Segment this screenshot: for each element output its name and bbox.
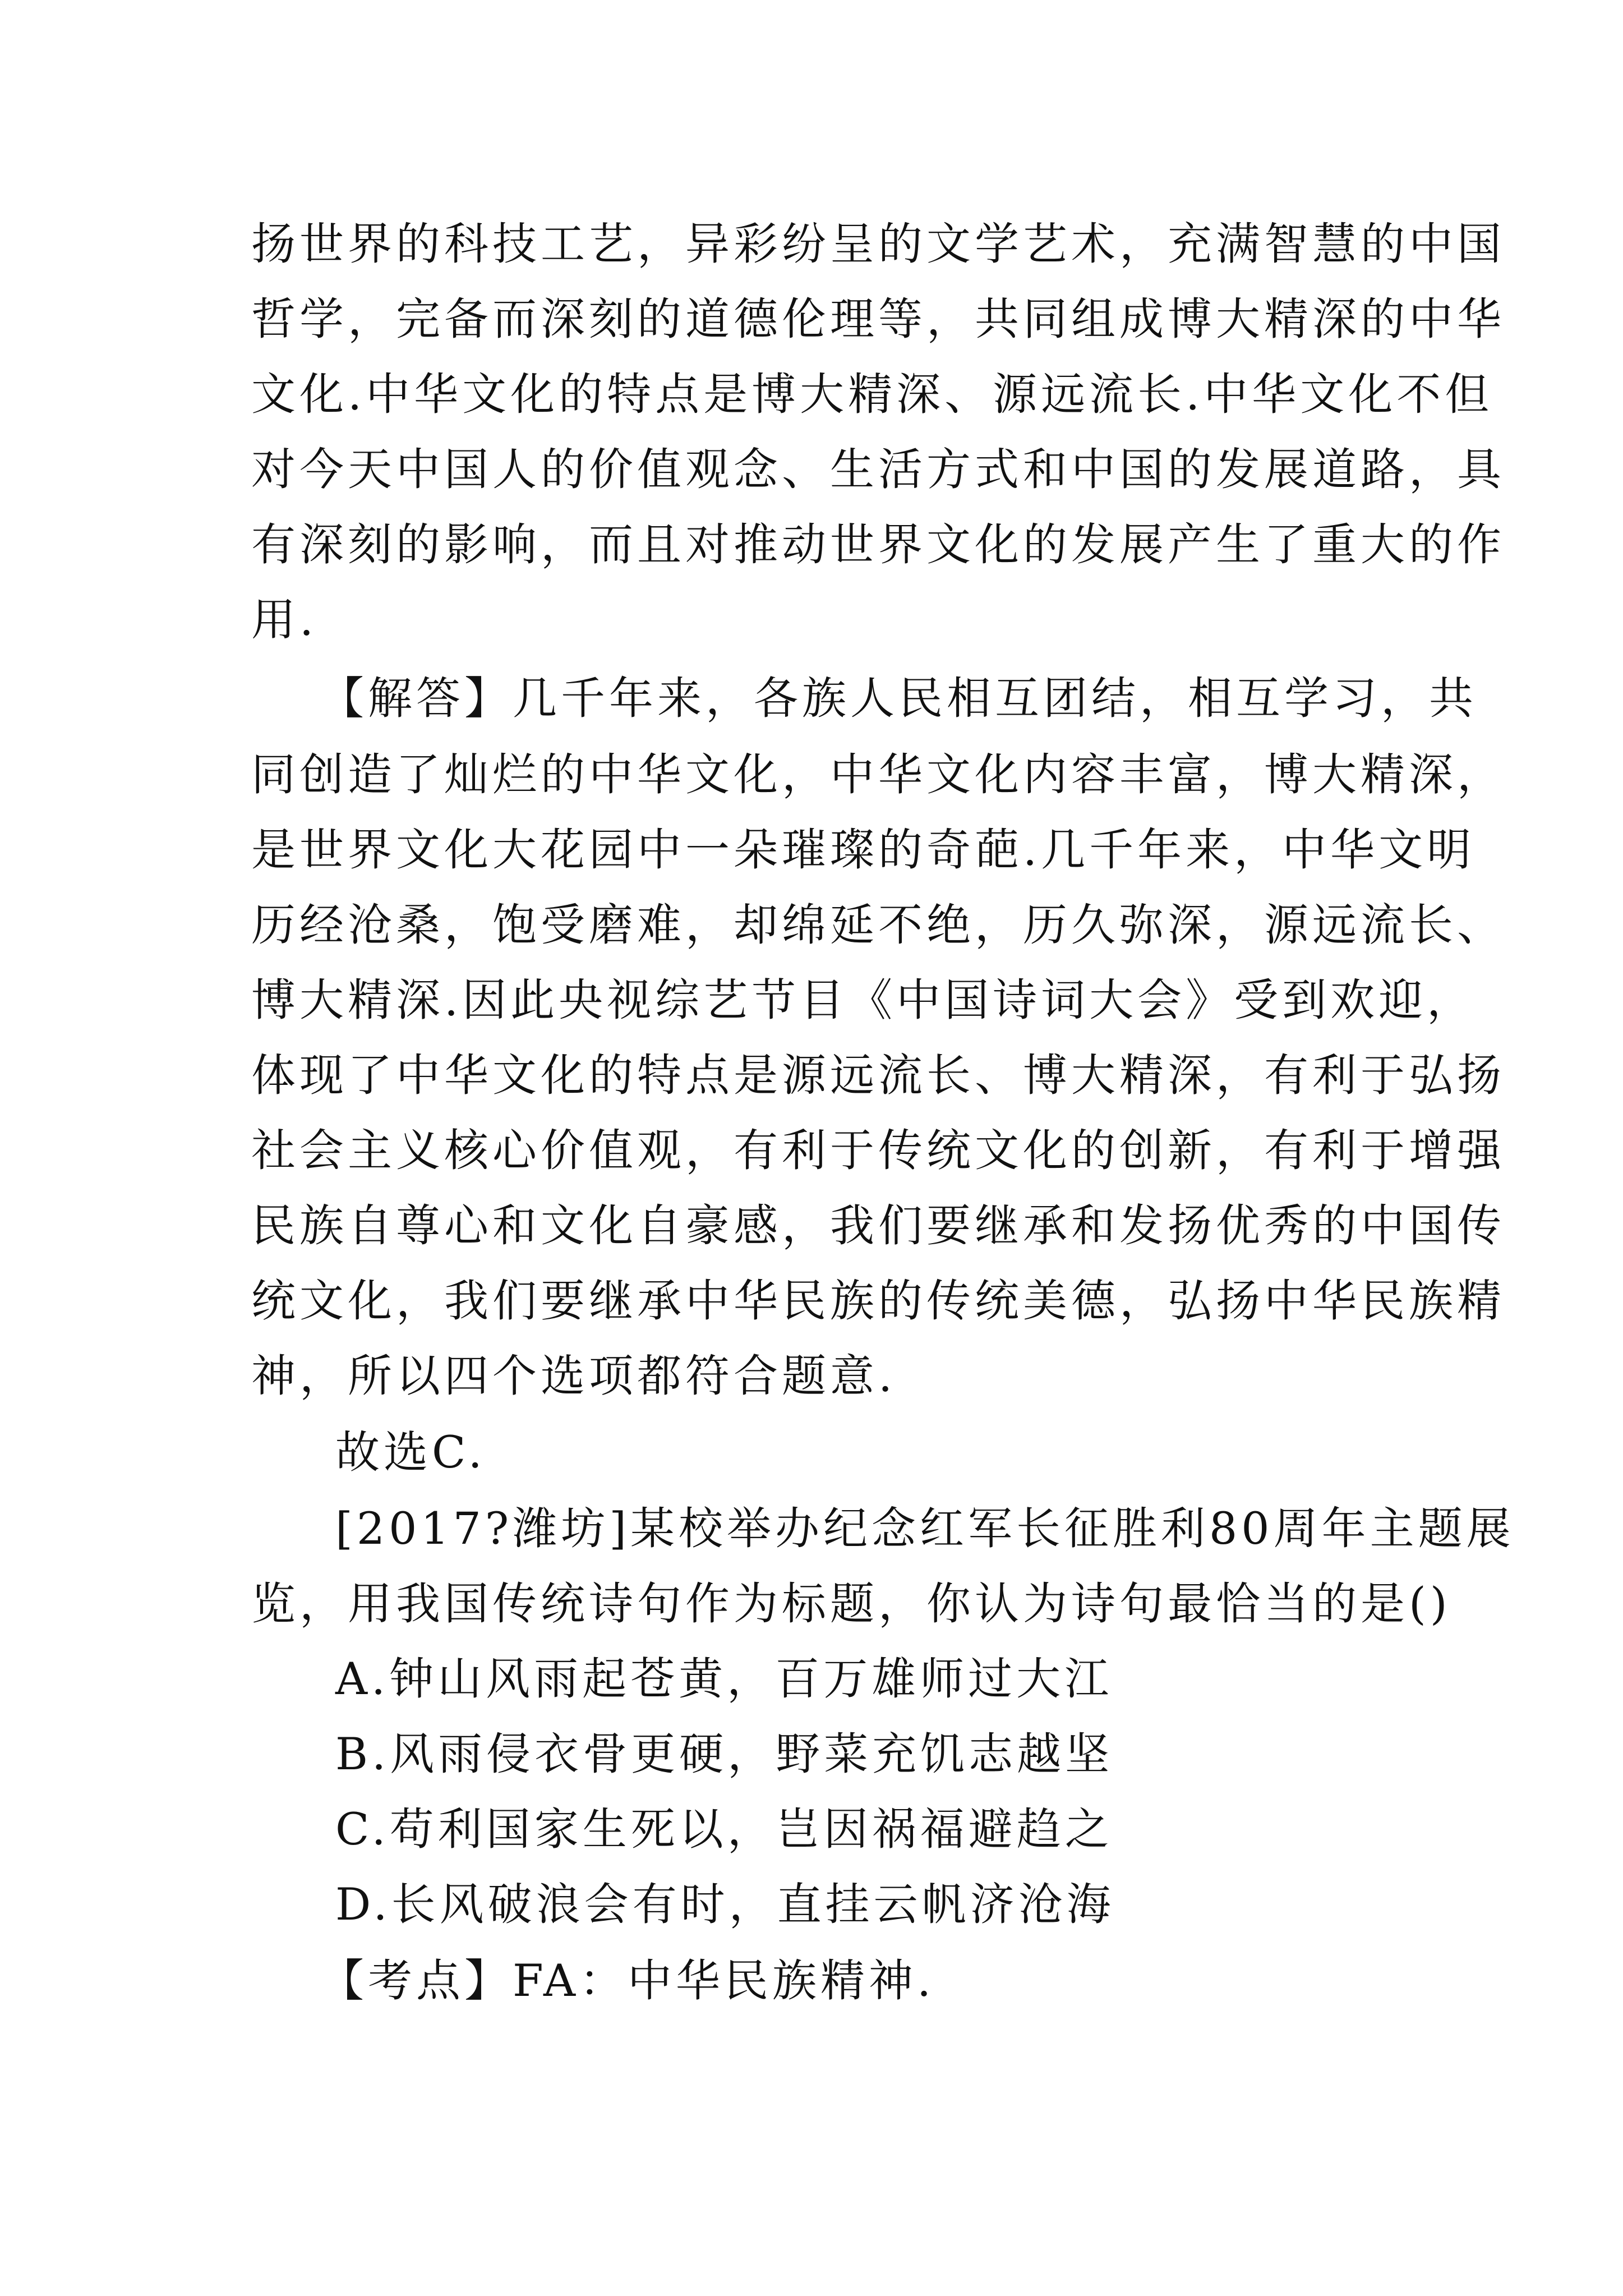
question-line-1: [2017?潍坊]某校举办纪念红军长征胜利80周年主题展 <box>335 1503 1515 1554</box>
answer-line-4: 历经沧桑，饱受磨难，却绵延不绝，历久弥深，源远流长、 <box>251 899 1505 951</box>
intro-line-2: 哲学，完备而深刻的道德伦理等，共同组成博大精深的中华 <box>251 293 1505 345</box>
answer-line-9: 统文化，我们要继承中华民族的传统美德，弘扬中华民族精 <box>251 1275 1505 1327</box>
intro-line-6: 用. <box>251 594 318 646</box>
answer-line-5: 博大精深.因此央视综艺节目《中国诗词大会》受到欢迎， <box>251 974 1476 1026</box>
answer-line-8: 民族自尊心和文化自豪感，我们要继承和发扬优秀的中国传 <box>251 1200 1505 1251</box>
answer-line-7: 社会主义核心价值观，有利于传统文化的创新，有利于增强 <box>251 1125 1505 1176</box>
option-d: D.长风破浪会有时，直挂云帆济沧海 <box>335 1879 1115 1930</box>
option-b: B.风雨侵衣骨更硬，野菜充饥志越坚 <box>335 1728 1114 1780</box>
answer-line-2: 同创造了灿烂的中华文化，中华文化内容丰富，博大精深， <box>251 749 1505 800</box>
knowledge-point: 【考点】FA：中华民族精神. <box>320 1955 935 2007</box>
intro-line-5: 有深刻的影响，而且对推动世界文化的发展产生了重大的作 <box>251 519 1505 570</box>
answer-line-1: 【解答】几千年来，各族人民相互团结，相互学习，共 <box>320 673 1477 724</box>
question-line-2: 览，用我国传统诗句作为标题，你认为诗句最恰当的是() <box>251 1578 1451 1630</box>
option-a: A.钟山风雨起苍黄，百万雄师过大江 <box>335 1653 1113 1705</box>
answer-line-6: 体现了中华文化的特点是源远流长、博大精深，有利于弘扬 <box>251 1050 1505 1101</box>
intro-line-1: 扬世界的科技工艺，异彩纷呈的文学艺术，充满智慧的中国 <box>251 218 1505 270</box>
intro-line-4: 对今天中国人的价值观念、生活方式和中国的发展道路，具 <box>251 444 1505 495</box>
conclusion: 故选C. <box>335 1427 486 1478</box>
answer-line-10: 神，所以四个选项都符合题意. <box>251 1350 897 1402</box>
answer-line-3: 是世界文化大花园中一朵璀璨的奇葩.几千年来，中华文明 <box>251 824 1476 876</box>
intro-line-3: 文化.中华文化的特点是博大精深、源远流长.中华文化不但 <box>251 369 1493 420</box>
option-c: C.苟利国家生死以，岂因祸福避趋之 <box>335 1803 1113 1855</box>
